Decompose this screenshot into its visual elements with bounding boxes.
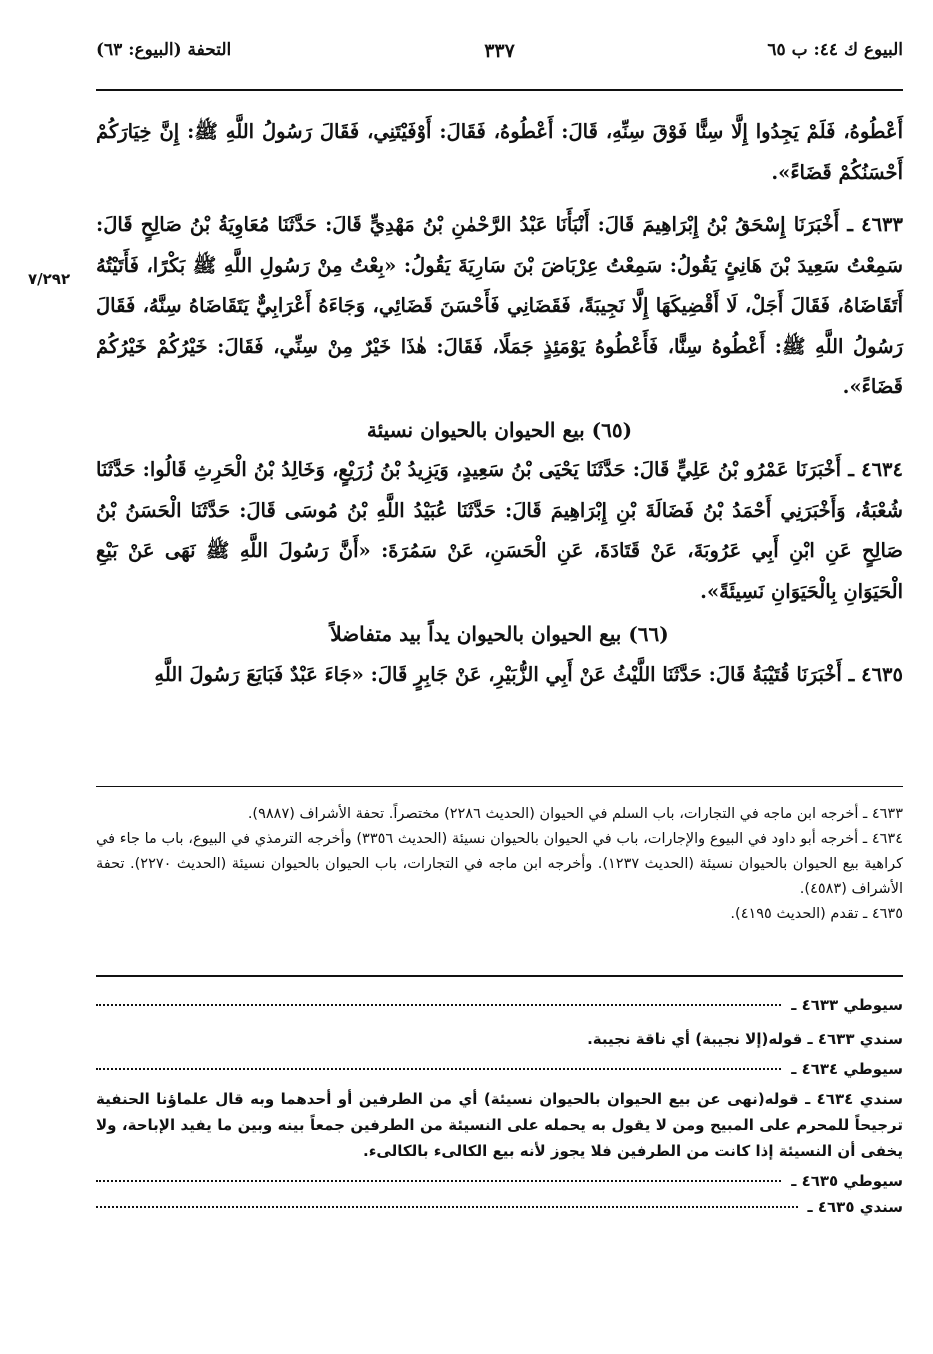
header-tuhfa-ref: التحفة (البيوع: ٦٣)	[96, 40, 232, 60]
commentary-section	[96, 992, 903, 1220]
sindi-4635-label: سندي ٤٦٣٥ ـ	[807, 1198, 903, 1216]
hadith-continuation: أَعْطُوهُ، فَلَمْ يَجِدُوا إِلَّا سِنًّا فَوْقَ سِنِّهِ، قَالَ: أَعْطُوهُ، فَقَالَ: أَوْفَيْتَنِي، فَقَالَ رَسُولُ اللَّهِ ﷺ: إِنَّ خِيَارَكُمْ أَحْسَنُكُمْ قَضَاءً».	[96, 120, 903, 184]
suyuti-4633-label: سيوطي ٤٦٣٣ ـ	[791, 996, 903, 1014]
takhrij-footnotes	[96, 802, 903, 927]
page-number: ٣٣٧	[484, 40, 515, 62]
running-header	[96, 40, 903, 70]
dotted-leader	[96, 1206, 798, 1208]
footnote-divider	[96, 786, 903, 787]
commentary-divider	[96, 975, 903, 977]
margin-volume-reference: ٧/٢٩٢	[28, 270, 71, 288]
sindi-4633-note: سندي ٤٦٣٣ ـ قوله(إلا نجيبة) أي ناقة نجيبة.	[587, 1030, 903, 1048]
suyuti-4634-line	[96, 1056, 903, 1082]
header-divider	[96, 89, 903, 91]
suyuti-4635-line	[96, 1168, 903, 1194]
suyuti-4633-line	[96, 992, 903, 1018]
hadith-4633: ٤٦٣٣ ـ أَخْبَرَنَا إِسْحَقُ بْنُ إِبْرَاهِيمَ قَالَ: أَنْبَأَنَا عَبْدُ الرَّحْمٰنِ بْنُ مَهْدِيٍّ قَالَ: حَدَّثَنَا مُعَاوِيَةُ بْنُ صَالِحٍ قَالَ: سَمِعْتُ سَعِيدَ بْنَ هَانِئٍ يَقُولُ: سَمِعْتُ عِرْبَاضَ بْنَ سَارِيَةَ يَقُولُ: «بِعْتُ مِنْ رَسُولِ اللَّهِ ﷺ بَكْرًا، فَأَتَيْتُهُ أَتَقَاضَاهُ، فَقَالَ أَجَلْ، لَا أَقْضِيكَهَا إِلَّا نَجِيبَةً، فَقَضَانِي فَأَحْسَنَ قَضَائِي، وَجَاءَهُ أَعْرَابِيٌّ يَتَقَاضَاهُ سِنَّهُ، فَقَالَ رَسُولُ اللَّهِ ﷺ: أَعْطُوهُ سِنًّا، فَأَعْطُوهُ يَوْمَئِذٍ جَمَلًا، فَقَالَ: هٰذَا خَيْرٌ مِنْ سِنِّي، فَقَالَ: خَيْرُكُمْ خَيْرُكُمْ قَضَاءً».	[96, 213, 903, 398]
suyuti-4634-label: سيوطي ٤٦٣٤ ـ	[791, 1060, 903, 1078]
dotted-leader	[96, 1180, 781, 1182]
footnote-4635: ٤٦٣٥ ـ تقدم (الحديث ٤١٩٥).	[730, 906, 903, 922]
dotted-leader	[96, 1068, 781, 1070]
dotted-leader	[96, 1004, 781, 1006]
chapter-heading-65: (٦٥) بيع الحيوان بالحيوان نسيئة	[366, 417, 633, 442]
sindi-4635-line	[96, 1194, 903, 1220]
chapter-heading-66: (٦٦) بيع الحيوان بالحيوان يداً بيد متفاضلاً	[330, 622, 669, 646]
header-chapter-ref: البيوع ك ٤٤: ب ٦٥	[767, 40, 903, 60]
hadith-text	[96, 112, 903, 695]
hadith-4634: ٤٦٣٤ ـ أَخْبَرَنَا عَمْرُو بْنُ عَلِيٍّ قَالَ: حَدَّثَنَا يَحْيَى بْنُ سَعِيدٍ، وَيَزِيدُ بْنُ زُرَيْعٍ، وَخَالِدُ بْنُ الْحَرِثِ قَالُوا: حَدَّثَنَا شُعْبَةُ، وَأَخْبَرَنِي أَحْمَدُ بْنُ فَضَالَةَ بْنِ إِبْرَاهِيمَ قَالَ: حَدَّثَنَا عُبَيْدُ اللَّهِ بْنُ مُوسَى قَالَ: حَدَّثَنَا الْحَسَنُ بْنُ صَالِحٍ عَنِ ابْنِ أَبِي عَرُوبَةَ، عَنْ قَتَادَةَ، عَنِ الْحَسَنِ، عَنْ سَمُرَةَ: «أَنَّ رَسُولَ اللَّهِ ﷺ نَهَى عَنْ بَيْعِ الْحَيَوَانِ بِالْحَيَوَانِ نَسِيئَةً».	[96, 458, 903, 603]
hadith-4635: ٤٦٣٥ ـ أَخْبَرَنَا قُتَيْبَةُ قَالَ: حَدَّثَنَا اللَّيْثُ عَنْ أَبِي الزُّبَيْرِ، عَنْ جَابِرٍ قَالَ: «جَاءَ عَبْدٌ فَبَايَعَ رَسُولَ اللَّهِ	[154, 662, 903, 686]
footnote-4633: ٤٦٣٣ ـ أخرجه ابن ماجه في التجارات، باب السلم في الحيوان (الحديث ٢٢٨٦) مختصراً. تحفة الأشراف (٩٨٨٧).	[247, 806, 903, 822]
footnote-4634: ٤٦٣٤ ـ أخرجه أبو داود في البيوع والإجارات، باب في الحيوان بالحيوان نسيئة (الحديث ٣٣٥٦) وأخرجه الترمذي في البيوع، باب ما جاء في كراهية بيع الحيوان بالحيوان نسيئة (الحديث ١٢٣٧). وأخرجه ابن ماجه في التجارات، باب الحيوان بالحيوان نسيئة (الحديث ٢٢٧٠). تحفة الأشراف (٤٥٨٣).	[96, 831, 904, 897]
suyuti-4635-label: سيوطي ٤٦٣٥ ـ	[791, 1172, 903, 1190]
sindi-4634-note: سندي ٤٦٣٤ ـ قوله(نهى عن بيع الحيوان بالحيوان نسيئة) أي من الطرفين أو أحدهما وبه قال علماؤنا الحنفية ترجيحاً للمحرم على المبيح ومن لا يقول به يحمله على النسيئة من الطرفين جمعاً بينه وبين ما يفيد الإباحة، ولا يخفى أن النسيئة إذا كانت من الطرفين فلا يجوز لأنه بيع الكالىء بالكالىء.	[96, 1090, 903, 1160]
